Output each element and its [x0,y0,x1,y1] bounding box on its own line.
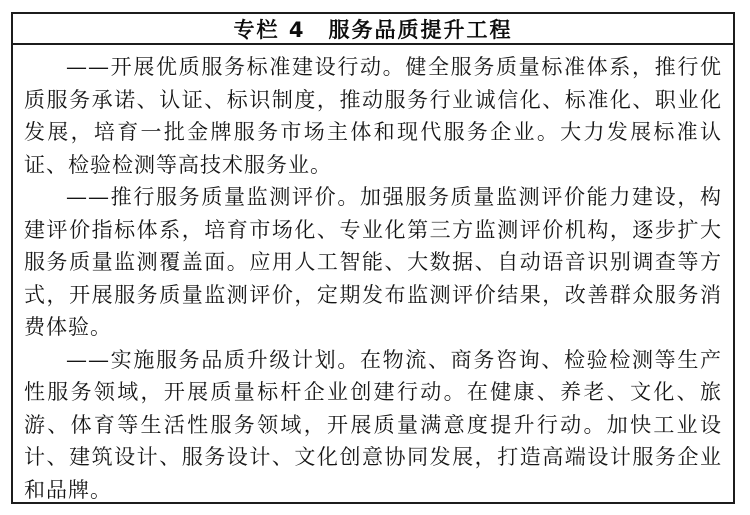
paragraph-service-standards: ——开展优质服务标准建设行动。健全服务质量标准体系，推行优质服务承诺、认证、标识制度，推动服务行业诚信化、标准化、职业化发展，培育一批金牌服务市场主体和现代服务企业。大力发展标准认证、检验检测等高技术服务业。 [24,55,722,177]
callout-body [13,45,733,506]
paragraph-quality-upgrade-plan: ——实施服务品质升级计划。在物流、商务咨询、检验检测等生产性服务领域，开展质量标杆企业创建行动。在健康、养老、文化、旅游、体育等生活性服务领域，开展质量满意度提升行动。加快工业设计、建筑设计、服务设计、文化创意协同发展，打造高端设计服务企业和品牌。 [24,347,722,502]
callout-title: 专栏 4 服务品质提升工程 [13,14,733,45]
callout-box [11,12,735,504]
paragraph-quality-monitoring: ——推行服务质量监测评价。加强服务质量监测评价能力建设，构建评价指标体系，培育市场化、专业化第三方监测评价机构，逐步扩大服务质量监测覆盖面。应用人工智能、大数据、自动语音识别调查等方式，开展服务质量监测评价，定期发布监测评价结果，改善群众服务消费体验。 [24,185,722,339]
